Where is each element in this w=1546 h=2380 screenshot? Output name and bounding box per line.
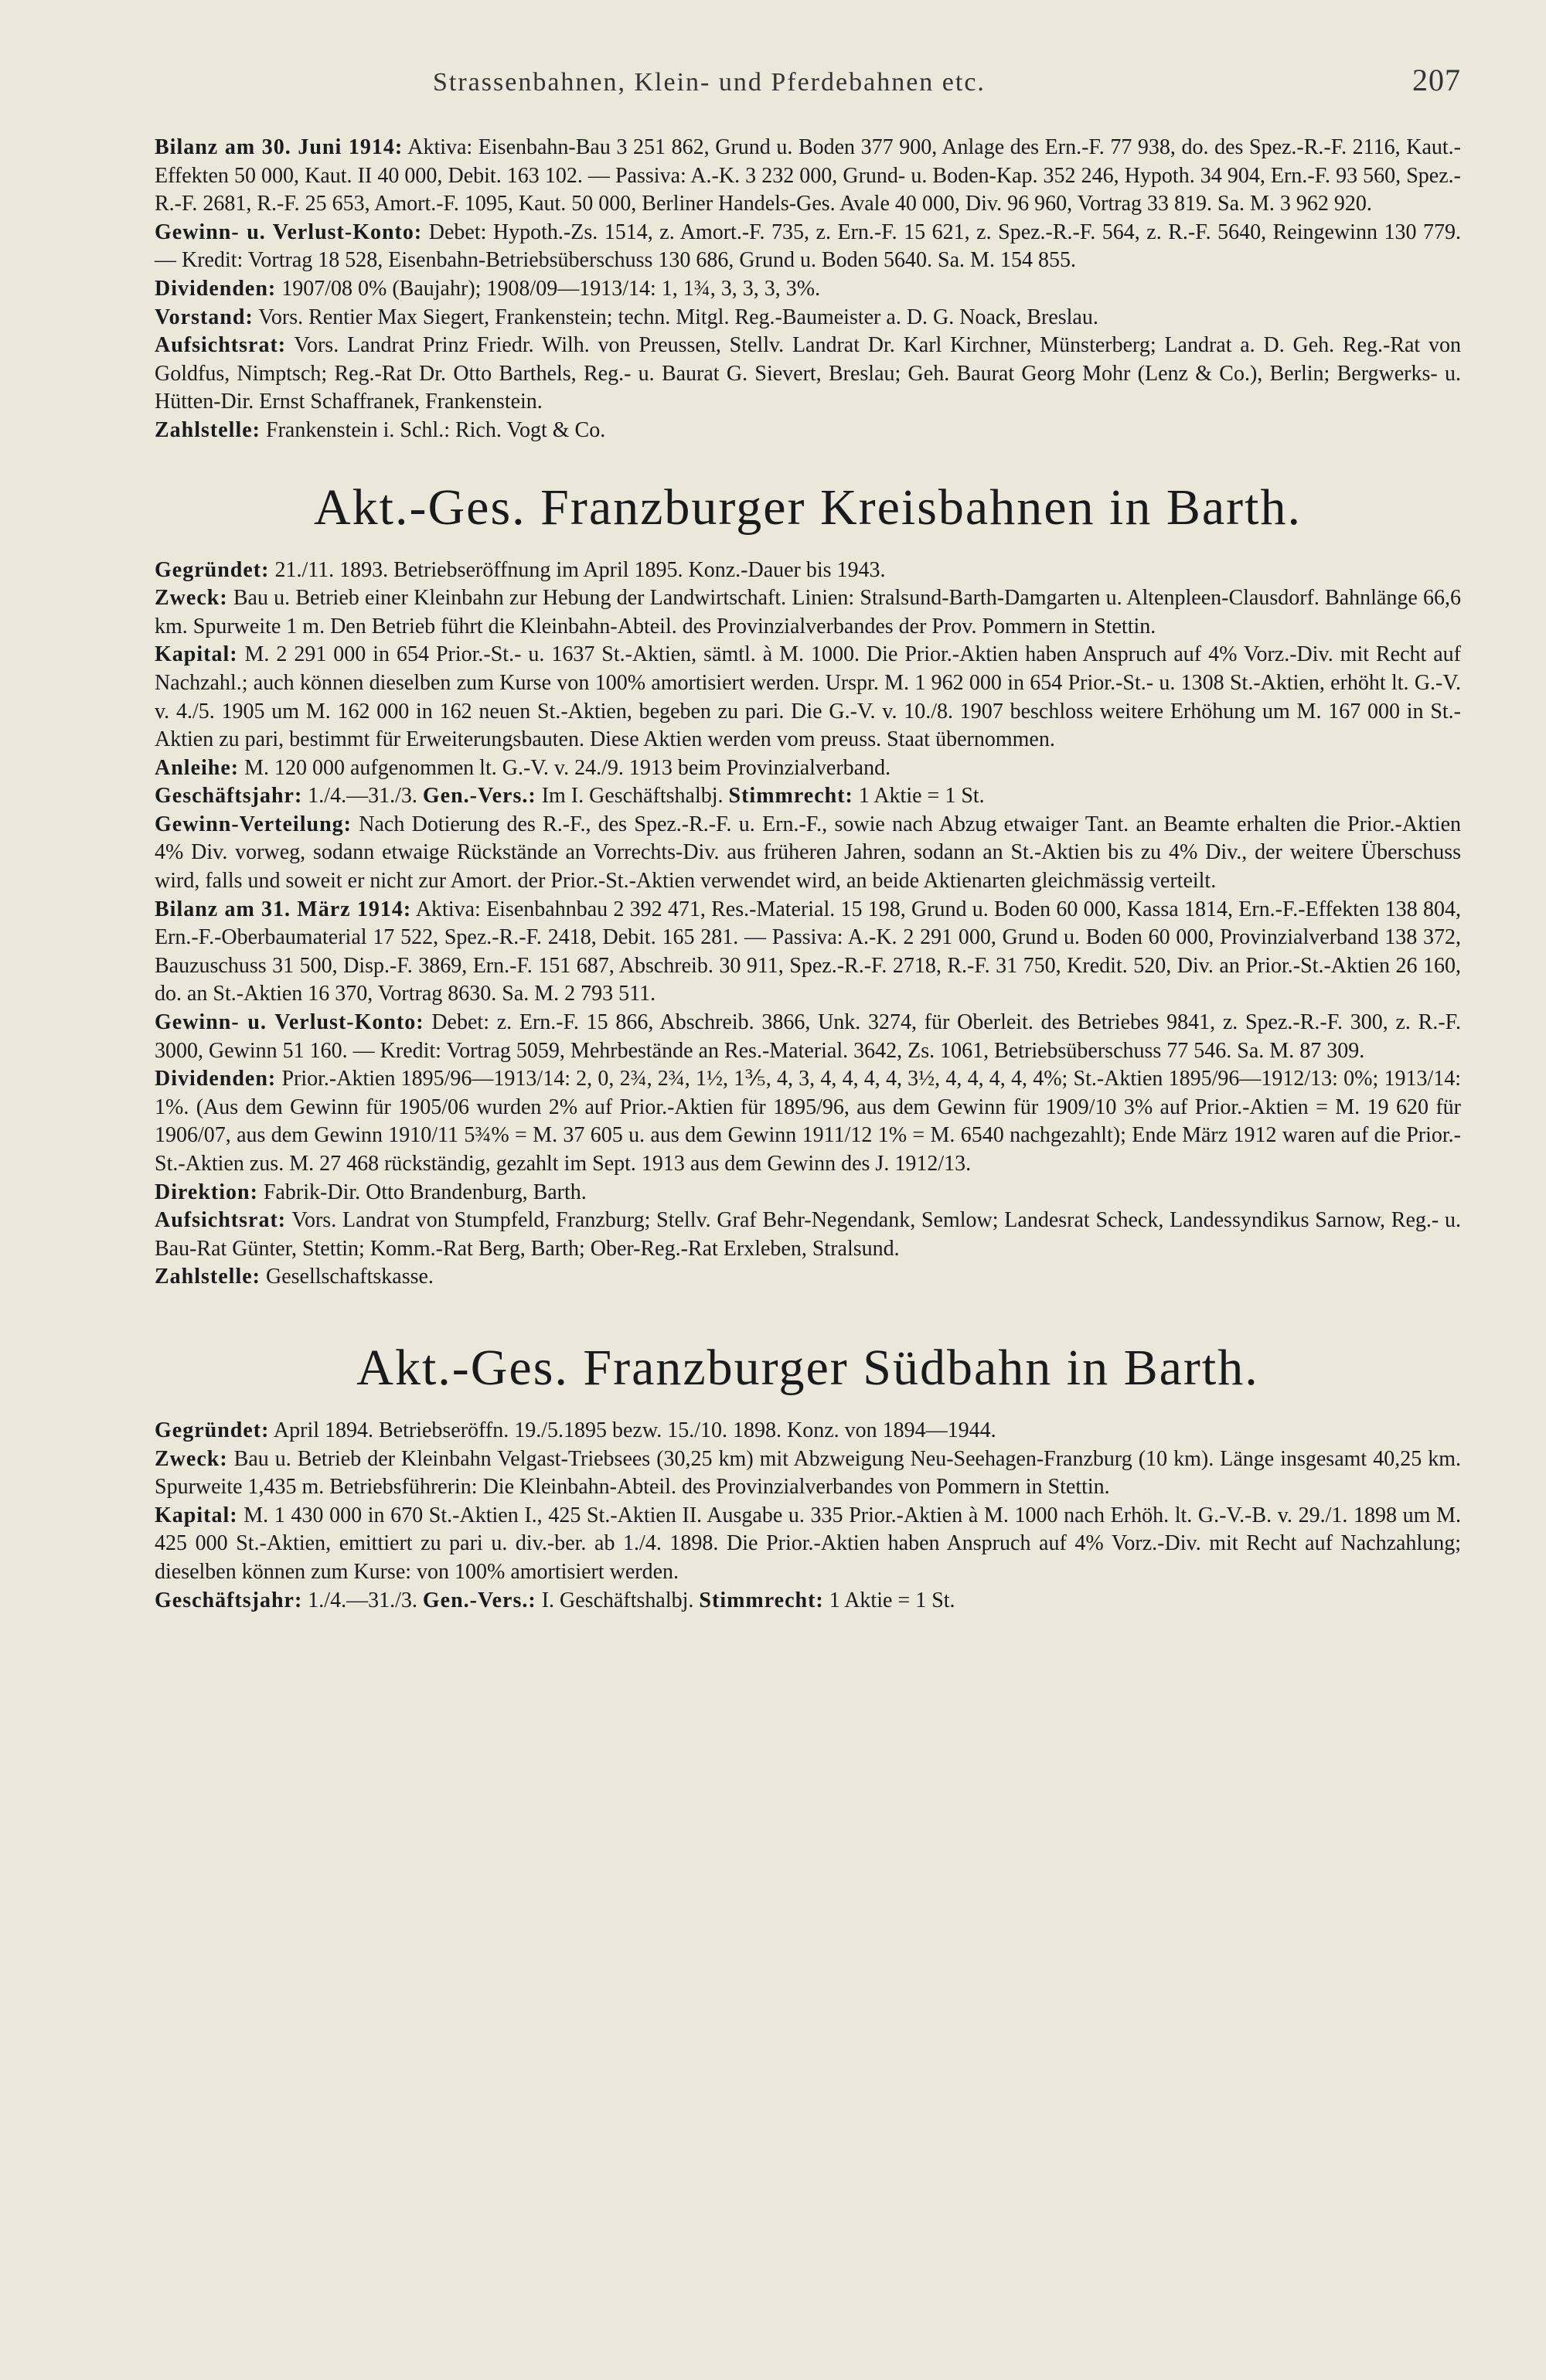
dividenden-text: 1907/08 0% (Baujahr); 1908/09—1913/14: 1, 1¾, 3, 3, 3, 3%. xyxy=(276,276,821,301)
kapital-paragraph xyxy=(155,1502,1461,1587)
kapital-label: Kapital: xyxy=(155,1503,238,1527)
top-section xyxy=(155,134,1461,445)
zweck-text: Bau u. Betrieb der Kleinbahn Velgast-Triebsees (30,25 km) mit Abzweigung Neu-Seehagen-Franzburg (10 km). Länge insgesamt 40,25 km. Spurweite 1,435 m. Betriebsführerin: Die Kleinbahn-Abteil. des Provinzialverbandes von Pommern in Stettin. xyxy=(155,1446,1461,1500)
gegruendet-text: 21./11. 1893. Betriebseröffnung im April 1895. Konz.-Dauer bis 1943. xyxy=(269,557,886,582)
kapital-text: M. 1 430 000 in 670 St.-Aktien I., 425 St.-Aktien II. Ausgabe u. 335 Prior.-Aktien à M. 1000 nach Erhöh. lt. G.-V.-B. v. 29./1. 1898 um M. 425 000 St.-Aktien, emittiert zu pari u. div.-ber. ab 1./4. 1898. Die Prior.-Aktien haben Anspruch auf 4% Vorz.-Div. mit Recht auf Nachzahlung; dieselben können zum Kurse: von 100% amortisiert werden. xyxy=(155,1503,1461,1584)
page-number: 207 xyxy=(1412,63,1461,97)
gewinn-paragraph xyxy=(155,219,1461,275)
aufsichtsrat-label: Aufsichtsrat: xyxy=(155,333,287,358)
zweck-paragraph xyxy=(155,584,1461,641)
stimmrecht-label: Stimmrecht: xyxy=(728,784,853,809)
zweck-label: Zweck: xyxy=(155,586,228,611)
gen-vers-text: Im I. Geschäftshalbj. xyxy=(536,784,729,809)
bilanz-label: Bilanz am 31. März 1914: xyxy=(155,897,412,921)
geschaeftsjahr-label: Geschäftsjahr: xyxy=(155,784,303,809)
gegruendet-label: Gegründet: xyxy=(155,557,270,582)
suedbahn-section xyxy=(155,1417,1461,1615)
zweck-paragraph xyxy=(155,1445,1461,1502)
gegruendet-paragraph xyxy=(155,557,1461,585)
zweck-label: Zweck: xyxy=(155,1446,228,1471)
zweck-text: Bau u. Betrieb einer Kleinbahn zur Hebung der Landwirtschaft. Linien: Stralsund-Barth-Damgarten u. Altenpleen-Clausdorf. Bahnlänge 66,6 km. Spurweite 1 m. Den Betrieb führt die Kleinbahn-Abteil. des Provinzialverbandes der Prov. Pommern in Stettin. xyxy=(155,586,1461,638)
anleihe-paragraph xyxy=(155,754,1461,783)
gegruendet-paragraph xyxy=(155,1417,1461,1445)
anleihe-text: M. 120 000 aufgenommen lt. G.-V. v. 24./9. 1913 beim Provinzialverband. xyxy=(239,755,891,780)
running-title: Strassenbahnen, Klein- und Pferdebahnen etc. xyxy=(433,68,986,97)
zahlstelle-label: Zahlstelle: xyxy=(155,1265,261,1289)
vorstand-paragraph xyxy=(155,304,1461,332)
gewinn-verteilung-label: Gewinn-Verteilung: xyxy=(155,812,352,836)
kapital-label: Kapital: xyxy=(155,642,238,667)
direktion-text: Fabrik-Dir. Otto Brandenburg, Barth. xyxy=(257,1180,587,1204)
aufsichtsrat-paragraph xyxy=(155,332,1461,417)
gegruendet-label: Gegründet: xyxy=(155,1418,270,1442)
gewinn-konto-paragraph xyxy=(155,1009,1461,1065)
kreisbahnen-section xyxy=(155,557,1461,1292)
gewinn-verteilung-text: Nach Dotierung des R.-F., des Spez.-R.-F. u. Ern.-F., sowie nach Abzug etwaiger Tant. an Beamte erhalten die Prior.-Aktien 4% Div. vorweg, sodann etwaige Rückstände an Vorrechts-Div. aus früheren Jahren, sodann an St.-Aktien bis zu 4% Div., der weitere Überschuss wird, falls und soweit er nicht zur Amort. der Prior.-St.-Aktien verwendet wird, an beide Aktienarten gleichmässig verteilt. xyxy=(155,812,1461,894)
dividenden-text: Prior.-Aktien 1895/96—1913/14: 2, 0, 2¾, 2¾, 1½, 1⅗, 4, 3, 4, 4, 4, 4, 3½, 4, 4, 4, 4, 4%; St.-Aktien 1895/96—1912/13: 0%; 1913/14: 1%. (Aus dem Gewinn für 1905/06 wurden 2% auf Prior.-Aktien für 1895/96, aus dem Gewinn für 1909/10 3% auf Prior.-Aktien = M. 19 620 für 1906/07, aus dem Gewinn 1910/11 5¾% = M. 37 605 u. aus dem Gewinn 1911/12 1% = M. 6540 nachgezahlt); Ende März 1912 waren auf die Prior.-St.-Aktien zus. M. 27 468 rückständig, gezahlt im Sept. 1913 aus dem Gewinn des J. 1912/13. xyxy=(155,1067,1461,1176)
aufsichtsrat-text: Vors. Landrat von Stumpfeld, Franzburg; Stellv. Graf Behr-Negendank, Semlow; Landesrat Scheck, Landessyndikus Sarnow, Reg.- u. Bau-Rat Günter, Stettin; Komm.-Rat Berg, Barth; Ober-Reg.-Rat Erxleben, Stralsund. xyxy=(155,1208,1461,1261)
running-header xyxy=(433,62,1461,98)
geschaeftsjahr-text: 1./4.—31./3. xyxy=(302,784,423,809)
gewinn-verteilung-paragraph xyxy=(155,811,1461,896)
geschaeftsjahr-label: Geschäftsjahr: xyxy=(155,1588,303,1612)
bilanz-paragraph xyxy=(155,896,1461,1009)
vorstand-label: Vorstand: xyxy=(155,305,254,329)
gewinn-konto-text: Debet: z. Ern.-F. 15 866, Abschreib. 3866, Unk. 3274, für Oberleit. des Betriebes 9841, z. Spez.-R.-F. 300, z. R.-F. 3000, Gewinn 51 160. — Kredit: Vortrag 5059, Mehrbestände an Res.-Material. 3642, Zs. 1061, Betriebsüberschuss 77 546. Sa. M. 87 309. xyxy=(155,1010,1461,1063)
gegruendet-text: April 1894. Betriebseröffn. 19./5.1895 bezw. 15./10. 1898. Konz. von 1894—1944. xyxy=(269,1418,996,1442)
section-title-kreisbahnen: Akt.-Ges. Franzburger Kreisbahnen in Barth. xyxy=(314,478,1302,536)
dividenden-label: Dividenden: xyxy=(155,276,277,301)
bilanz-paragraph xyxy=(155,134,1461,219)
direktion-paragraph xyxy=(155,1179,1461,1207)
aufsichtsrat-text: Vors. Landrat Prinz Friedr. Wilh. von Preussen, Stellv. Landrat Dr. Karl Kirchner, Münsterberg; Landrat a. D. Geh. Reg.-Rat von Goldfus, Nimptsch; Reg.-Rat Dr. Otto Barthels, Reg.- u. Baurat G. Sievert, Breslau; Geh. Baurat Georg Mohr (Lenz & Co.), Berlin; Bergwerks- u. Hütten-Dir. Ernst Schaffranek, Frankenstein. xyxy=(155,333,1461,414)
geschaeftsjahr-text: 1./4.—31./3. xyxy=(302,1588,423,1612)
kapital-paragraph xyxy=(155,641,1461,754)
gewinn-text: Debet: Hypoth.-Zs. 1514, z. Amort.-F. 735, z. Ern.-F. 15 621, z. Spez.-R.-F. 564, z. R.-F. 5640, Reingewinn 130 779. — Kredit: Vortrag 18 528, Eisenbahn-Betriebsüberschuss 130 686, Grund u. Boden 5640. Sa. M. 154 855. xyxy=(155,220,1461,273)
zahlstelle-paragraph xyxy=(155,1263,1461,1292)
dividenden-paragraph xyxy=(155,1065,1461,1178)
gen-vers-label: Gen.-Vers.: xyxy=(422,784,536,809)
zahlstelle-text: Frankenstein i. Schl.: Rich. Vogt & Co. xyxy=(261,417,606,442)
zahlstelle-label: Zahlstelle: xyxy=(155,417,261,442)
gewinn-label: Gewinn- u. Verlust-Konto: xyxy=(155,220,423,244)
geschaeftsjahr-paragraph xyxy=(155,782,1461,811)
stimmrecht-text: 1 Aktie = 1 St. xyxy=(853,784,985,809)
stimmrecht-label: Stimmrecht: xyxy=(699,1588,824,1612)
bilanz-label: Bilanz am 30. Juni 1914: xyxy=(155,135,404,159)
dividenden-label: Dividenden: xyxy=(155,1067,277,1091)
aufsichtsrat-label: Aufsichtsrat: xyxy=(155,1208,287,1233)
geschaeftsjahr-paragraph xyxy=(155,1587,1461,1616)
direktion-label: Direktion: xyxy=(155,1180,258,1204)
kapital-text: M. 2 291 000 in 654 Prior.-St.- u. 1637 St.-Aktien, sämtl. à M. 1000. Die Prior.-Aktien haben Anspruch auf 4% Vorz.-Div. mit Recht auf Nachzahl.; auch können dieselben zum Kurse von 100% amortisiert werden. Urspr. M. 1 962 000 in 654 Prior.-St.- u. 1308 St.-Aktien, erhöht lt. G.-V. v. 4./5. 1905 um M. 162 000 in 162 neuen St.-Aktien, begeben zu pari. Die G.-V. v. 10./8. 1907 beschloss weitere Erhöhung um M. 167 000 in St.-Aktien zu pari, bestimmt für Erweiterungsbauten. Diese Aktien werden vom preuss. Staat übernommen. xyxy=(155,642,1461,752)
section-title-suedbahn: Akt.-Ges. Franzburger Südbahn in Barth. xyxy=(356,1339,1259,1396)
stimmrecht-text: 1 Aktie = 1 St. xyxy=(823,1588,955,1612)
zahlstelle-text: Gesellschaftskasse. xyxy=(261,1265,434,1289)
anleihe-label: Anleihe: xyxy=(155,755,240,780)
aufsichtsrat-paragraph xyxy=(155,1207,1461,1263)
gen-vers-label: Gen.-Vers.: xyxy=(422,1588,536,1612)
zahlstelle-paragraph xyxy=(155,417,1461,445)
dividenden-paragraph xyxy=(155,275,1461,304)
bilanz-text: Aktiva: Eisenbahnbau 2 392 471, Res.-Material. 15 198, Grund u. Boden 60 000, Kassa 1814, Ern.-F.-Effekten 138 804, Ern.-F.-Oberbaumaterial 17 522, Spez.-R.-F. 2418, Debit. 165 281. — Passiva: A.-K. 2 291 000, Grund u. Boden 60 000, Provinzialverband 138 372, Bauzuschuss 31 500, Disp.-F. 3869, Ern.-F. 151 687, Abschreib. 30 911, Spez.-R.-F. 2718, R.-F. 31 750, Kredit. 520, Div. an Prior.-St.-Aktien 26 160, do. an St.-Aktien 16 370, Vortrag 8630. Sa. M. 2 793 511. xyxy=(155,897,1461,1006)
vorstand-text: Vors. Rentier Max Siegert, Frankenstein; techn. Mitgl. Reg.-Baumeister a. D. G. Noack, Breslau. xyxy=(253,305,1098,329)
gewinn-konto-label: Gewinn- u. Verlust-Konto: xyxy=(155,1010,424,1035)
gen-vers-text: I. Geschäftshalbj. xyxy=(536,1588,700,1612)
bilanz-text: Aktiva: Eisenbahn-Bau 3 251 862, Grund u. Boden 377 900, Anlage des Ern.-F. 77 938, do. des Spez.-R.-F. 2116, Kaut.-Effekten 50 000, Kaut. II 40 000, Debit. 163 102. — Passiva: A.-K. 3 232 000, Grund- u. Boden-Kap. 352 246, Hypoth. 34 904, Ern.-F. 93 560, Spez.-R.-F. 2681, R.-F. 25 653, Amort.-F. 1095, Kaut. 50 000, Berliner Handels-Ges. Avale 40 000, Div. 96 960, Vortrag 33 819. Sa. M. 3 962 920. xyxy=(155,135,1461,216)
